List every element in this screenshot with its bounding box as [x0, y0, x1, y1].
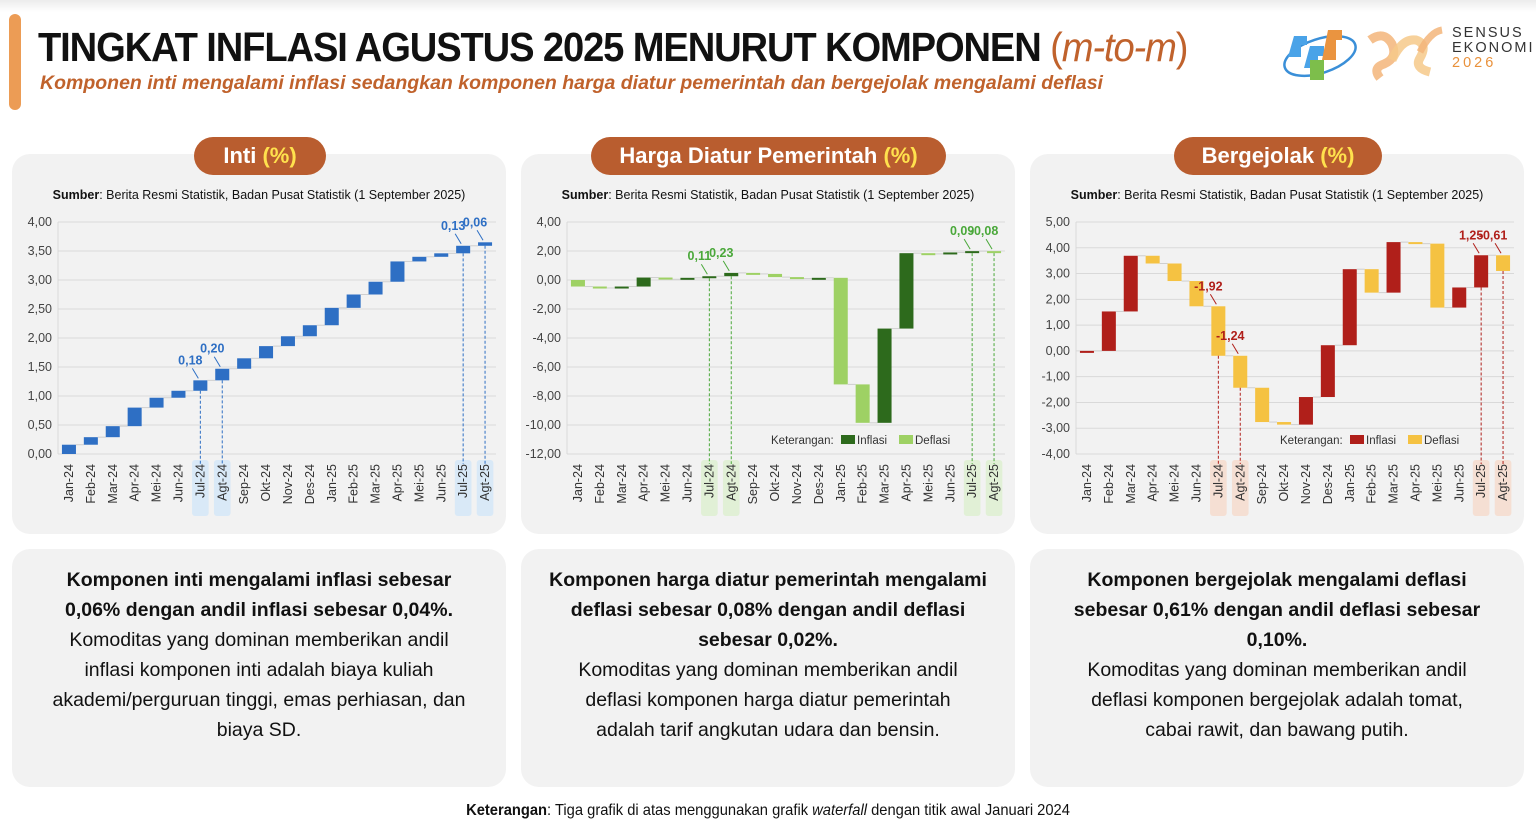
- legend-swatch-inflasi: [841, 435, 855, 444]
- x-tick-label: Jan-25: [324, 464, 339, 503]
- y-tick-label: 2,00: [27, 331, 52, 345]
- label-leader: [214, 357, 220, 367]
- chart-source: [521, 188, 1015, 202]
- label-leader: [964, 239, 970, 249]
- y-tick-label: 2,00: [1045, 292, 1070, 307]
- waterfall-bar: [878, 329, 892, 423]
- x-tick-label: Agt-24: [215, 464, 230, 501]
- x-tick-label: Mar-25: [368, 464, 383, 504]
- logo-line-3: 2026: [1452, 55, 1497, 71]
- panel-title-text: Inti: [223, 143, 257, 168]
- title-mtom: m-to-m: [1061, 24, 1176, 70]
- legend-inflasi: Inflasi: [857, 435, 888, 447]
- data-label: 1,25: [1458, 228, 1484, 243]
- waterfall-bar: [834, 278, 848, 385]
- data-label: 0,23: [709, 245, 734, 260]
- chart-card-inti: [12, 154, 506, 534]
- waterfall-bar: [84, 437, 98, 445]
- waterfall-bar: [1146, 256, 1160, 264]
- legend-inflasi: Inflasi: [1366, 435, 1397, 447]
- source-label: Sumber: [561, 188, 609, 202]
- label-leader: [723, 261, 729, 271]
- panel-unit: (%): [1320, 143, 1355, 168]
- chart-card-harga-diatur: [521, 154, 1015, 534]
- chart-card-bergejolak: [1030, 154, 1524, 534]
- waterfall-bar: [812, 278, 826, 280]
- waterfall-bar: [637, 278, 651, 287]
- waterfall-bar: [702, 276, 716, 278]
- x-tick-label: Feb-25: [1364, 464, 1379, 504]
- data-label: -0,61: [1478, 228, 1508, 243]
- source-label: Sumber: [52, 188, 100, 202]
- x-tick-label: Agt-25: [1496, 464, 1511, 501]
- waterfall-bar: [1452, 287, 1466, 307]
- x-tick-label: Des-24: [302, 464, 317, 505]
- y-tick-label: 2,50: [27, 302, 52, 316]
- waterfall-bar: [215, 369, 229, 381]
- summary-headline: Komponen inti mengalami inflasi sebesar 0,06% dengan andil inflasi sebesar 0,04%.: [64, 569, 453, 621]
- data-label: 0,20: [200, 341, 225, 356]
- x-tick-label: Jul-24: [1211, 464, 1226, 499]
- label-leader: [1232, 344, 1238, 354]
- waterfall-bar: [281, 336, 295, 346]
- y-tick-label: -4,00: [1041, 447, 1070, 461]
- waterfall-bar: [943, 252, 957, 254]
- y-tick-label: -3,00: [1041, 421, 1070, 436]
- panel-title-text: Harga Diatur Pemerintah: [619, 143, 878, 168]
- panel-title-bergejolak: [1174, 137, 1382, 175]
- x-tick-label: Sep-24: [1255, 464, 1270, 505]
- waterfall-bar: [571, 280, 585, 287]
- data-label: -1,24: [1216, 328, 1245, 343]
- data-label: 0,09: [949, 224, 975, 239]
- waterfall-bar: [1168, 264, 1182, 282]
- x-tick-label: Sep-24: [237, 464, 252, 505]
- data-label: 0,11: [687, 249, 712, 264]
- x-tick-label: Agt-24: [724, 464, 739, 501]
- legend-swatch-inflasi: [1350, 435, 1364, 444]
- x-tick-label: Mar-25: [877, 464, 892, 504]
- x-tick-label: Jan-24: [1079, 464, 1094, 503]
- waterfall-bar: [62, 445, 76, 454]
- waterfall-bar: [259, 346, 273, 358]
- y-tick-label: -2,00: [532, 302, 561, 316]
- y-tick-label: 3,00: [27, 273, 52, 287]
- waterfall-bar: [347, 295, 361, 308]
- panel-unit: (%): [883, 143, 918, 168]
- waterfall-bar: [390, 261, 404, 281]
- data-label: 0,18: [178, 353, 203, 368]
- waterfall-bar: [193, 380, 207, 390]
- y-tick-label: 0,00: [1045, 343, 1070, 358]
- waterfall-bar: [790, 277, 804, 279]
- source-label: Sumber: [1070, 188, 1118, 202]
- waterfall-bar: [746, 273, 760, 275]
- x-tick-label: Jul-24: [193, 464, 208, 499]
- y-tick-label: -12,00: [525, 447, 561, 461]
- waterfall-bar: [1496, 255, 1510, 271]
- summary-card-harga-diatur: [521, 549, 1015, 787]
- legend-deflasi: Deflasi: [1424, 435, 1460, 447]
- waterfall-bar: [921, 253, 935, 255]
- x-tick-label: Jan-25: [833, 464, 848, 503]
- y-tick-label: 4,00: [536, 215, 561, 229]
- y-tick-label: -4,00: [532, 331, 561, 345]
- waterfall-bar: [369, 282, 383, 295]
- x-tick-label: Jun-24: [1189, 464, 1204, 503]
- data-label: 0,06: [462, 215, 488, 230]
- x-tick-label: Jun-25: [943, 464, 958, 503]
- label-leader: [701, 264, 707, 274]
- label-leader: [986, 239, 992, 249]
- waterfall-bar: [615, 287, 629, 289]
- x-tick-label: Feb-24: [83, 464, 98, 504]
- title-paren-close: ): [1175, 24, 1188, 70]
- waterfall-bar: [1080, 351, 1094, 353]
- footnote-text: : Tiga grafik di atas menggunakan grafik: [547, 802, 813, 819]
- waterfall-bar: [680, 278, 694, 280]
- label-leader: [477, 230, 483, 240]
- waterfall-bar: [965, 251, 979, 253]
- waterfall-chart-harga-diatur: [521, 210, 1015, 534]
- x-tick-label: Jan-24: [570, 464, 585, 503]
- x-tick-label: Des-24: [811, 464, 826, 505]
- waterfall-bar: [434, 253, 448, 256]
- y-tick-label: -2,00: [1041, 395, 1070, 410]
- waterfall-bar: [1233, 356, 1247, 388]
- waterfall-bar: [1387, 242, 1401, 293]
- source-text: : Berita Resmi Statistik, Badan Pusat Statistik (1 September 2025): [1117, 188, 1484, 202]
- x-tick-label: Nov-24: [280, 464, 295, 505]
- waterfall-bar: [456, 246, 470, 254]
- waterfall-chart-bergejolak: [1030, 210, 1524, 534]
- x-tick-label: Mei-25: [1430, 464, 1445, 503]
- x-tick-label: Jul-25: [965, 464, 980, 499]
- x-tick-label: Nov-24: [789, 464, 804, 505]
- x-tick-label: Jun-24: [680, 464, 695, 503]
- label-leader: [455, 234, 461, 244]
- waterfall-bar: [1277, 422, 1291, 425]
- panel-title-inti: [194, 137, 326, 175]
- x-tick-label: Agt-25: [987, 464, 1002, 501]
- y-tick-label: -8,00: [532, 389, 561, 403]
- waterfall-bar: [478, 242, 492, 245]
- waterfall-bar: [593, 287, 607, 289]
- summary-text: Komoditas yang dominan memberikan andil deflasi komponen harga diatur pemerintah adalah tarif angkutan udara dan bensin.: [578, 659, 958, 741]
- x-tick-label: Jan-24: [61, 464, 76, 503]
- legend-label: Keterangan:: [1280, 435, 1343, 447]
- y-tick-label: 3,50: [27, 244, 52, 258]
- y-tick-label: 2,00: [536, 244, 561, 258]
- x-tick-label: Apr-25: [899, 464, 914, 502]
- x-tick-label: Mei-24: [149, 464, 164, 503]
- chart-source: [1030, 188, 1524, 202]
- waterfall-bar: [150, 398, 164, 408]
- x-tick-label: Okt-24: [259, 464, 274, 502]
- summary-card-bergejolak: [1030, 549, 1524, 787]
- source-text: : Berita Resmi Statistik, Badan Pusat Statistik (1 September 2025): [608, 188, 975, 202]
- chart-source: [12, 188, 506, 202]
- waterfall-bar: [1299, 397, 1313, 425]
- x-tick-label: Feb-24: [1101, 464, 1116, 504]
- waterfall-bar: [1343, 269, 1357, 345]
- y-tick-label: 4,00: [1045, 240, 1070, 255]
- y-tick-label: 1,00: [1045, 318, 1070, 333]
- waterfall-bar: [171, 391, 185, 398]
- waterfall-bar: [128, 408, 142, 427]
- panel-unit: (%): [262, 143, 297, 168]
- waterfall-bar: [1102, 311, 1116, 350]
- footnote-text-end: dengan titik awal Januari 2024: [866, 802, 1070, 819]
- x-tick-label: Nov-24: [1298, 464, 1313, 505]
- waterfall-bar: [856, 384, 870, 422]
- logo-line-2: EKONOMI: [1452, 40, 1535, 56]
- x-tick-label: Okt-24: [1277, 464, 1292, 502]
- x-tick-label: Feb-25: [346, 464, 361, 504]
- page-subtitle: Komponen inti mengalami inflasi sedangkan komponen harga diatur pemerintah dan bergejolak mengalami deflasi: [40, 72, 1103, 94]
- x-tick-label: Sep-24: [746, 464, 761, 505]
- x-tick-label: Mar-25: [1386, 464, 1401, 504]
- logo-line-1: SENSUS: [1452, 25, 1524, 41]
- x-tick-label: Mei-24: [658, 464, 673, 503]
- y-tick-label: 0,00: [536, 273, 561, 287]
- waterfall-bar: [659, 278, 673, 280]
- x-tick-label: Feb-25: [855, 464, 870, 504]
- footnote: [61, 802, 1474, 820]
- x-tick-label: Agt-24: [1233, 464, 1248, 501]
- summary-text: Komoditas yang dominan memberikan andil inflasi komponen inti adalah biaya kuliah akademi/perguruan tinggi, emas perhiasan, dan biaya SD.: [52, 629, 466, 741]
- x-tick-label: Mar-24: [614, 464, 629, 504]
- footnote-label: Keterangan: [466, 802, 548, 819]
- waterfall-bar: [1321, 345, 1335, 397]
- summary-headline: Komponen harga diatur pemerintah mengalami deflasi sebesar 0,08% dengan andil deflasi sebesar 0,02%.: [549, 569, 987, 651]
- x-tick-label: Apr-24: [127, 464, 142, 502]
- title-paren-open: (: [1050, 24, 1062, 70]
- summary-headline: Komponen bergejolak mengalami deflasi sebesar 0,61% dengan andil deflasi sebesar 0,10%.: [1073, 569, 1481, 651]
- waterfall-bar: [1255, 388, 1269, 422]
- panel-title-harga-diatur: [591, 137, 946, 175]
- y-tick-label: 3,00: [1045, 266, 1070, 281]
- x-tick-label: Agt-25: [478, 464, 493, 501]
- x-tick-label: Apr-25: [390, 464, 405, 502]
- waterfall-bar: [1365, 269, 1379, 292]
- waterfall-bar: [1474, 255, 1488, 287]
- waterfall-bar: [1124, 256, 1138, 312]
- data-label: -1,92: [1194, 279, 1223, 294]
- x-tick-label: Jan-25: [1342, 464, 1357, 503]
- legend-deflasi: Deflasi: [915, 435, 951, 447]
- x-tick-label: Mei-24: [1167, 464, 1182, 503]
- x-tick-label: Jun-24: [171, 464, 186, 503]
- x-tick-label: Apr-24: [1145, 464, 1160, 502]
- y-tick-label: 1,00: [27, 389, 52, 403]
- waterfall-bar: [987, 251, 1001, 253]
- legend-label: Keterangan:: [771, 435, 834, 447]
- y-tick-label: 5,00: [1045, 215, 1070, 229]
- y-tick-label: -1,00: [1041, 369, 1070, 384]
- x-tick-label: Mei-25: [921, 464, 936, 503]
- footnote-italic: waterfall: [812, 802, 867, 819]
- data-label: -0,08: [969, 224, 999, 239]
- x-tick-label: Jul-24: [702, 464, 717, 499]
- panel-title-text: Bergejolak: [1201, 143, 1315, 168]
- page-title: [38, 24, 1187, 71]
- x-tick-label: Okt-24: [768, 464, 783, 502]
- x-tick-label: Jun-25: [1452, 464, 1467, 503]
- y-tick-label: 4,00: [27, 215, 52, 229]
- waterfall-bar: [412, 257, 426, 262]
- x-tick-label: Jul-25: [1474, 464, 1489, 499]
- x-tick-label: Jun-25: [434, 464, 449, 503]
- waterfall-chart-inti: [12, 210, 506, 534]
- waterfall-bar: [106, 426, 120, 437]
- waterfall-bar: [1408, 242, 1422, 244]
- summary-card-inti: [12, 549, 506, 787]
- data-label: 0,13: [440, 218, 466, 233]
- label-leader: [192, 368, 198, 378]
- title-main: TINGKAT INFLASI AGUSTUS 2025 MENURUT KOMPONEN: [38, 24, 1041, 70]
- summary-text: Komoditas yang dominan memberikan andil deflasi komponen bergejolak adalah tomat, cabai rawit, dan bawang putih.: [1087, 659, 1467, 741]
- waterfall-bar: [724, 273, 738, 276]
- sensus-ekonomi-logo-text: [1452, 26, 1534, 71]
- legend-swatch-deflasi: [899, 435, 913, 444]
- x-tick-label: Mar-24: [105, 464, 120, 504]
- waterfall-bar: [303, 325, 317, 336]
- waterfall-bar: [1430, 244, 1444, 308]
- x-tick-label: Apr-25: [1408, 464, 1423, 502]
- accent-bar: [9, 14, 21, 110]
- x-tick-label: Apr-24: [636, 464, 651, 502]
- waterfall-bar: [899, 253, 913, 328]
- x-tick-label: Feb-24: [592, 464, 607, 504]
- x-tick-label: Mar-24: [1123, 464, 1138, 504]
- waterfall-bar: [325, 308, 339, 325]
- y-tick-label: 0,00: [27, 447, 52, 461]
- x-tick-label: Des-24: [1320, 464, 1335, 505]
- top-shade: [0, 0, 1536, 12]
- y-tick-label: 0,50: [27, 418, 52, 432]
- x-tick-label: Jul-25: [456, 464, 471, 499]
- y-tick-label: 1,50: [27, 360, 52, 374]
- legend-swatch-deflasi: [1408, 435, 1422, 444]
- waterfall-bar: [237, 358, 251, 368]
- x-tick-label: Mei-25: [412, 464, 427, 503]
- waterfall-bar: [768, 274, 782, 277]
- y-tick-label: -6,00: [532, 360, 561, 374]
- y-tick-label: -10,00: [525, 418, 561, 432]
- source-text: : Berita Resmi Statistik, Badan Pusat Statistik (1 September 2025): [99, 188, 466, 202]
